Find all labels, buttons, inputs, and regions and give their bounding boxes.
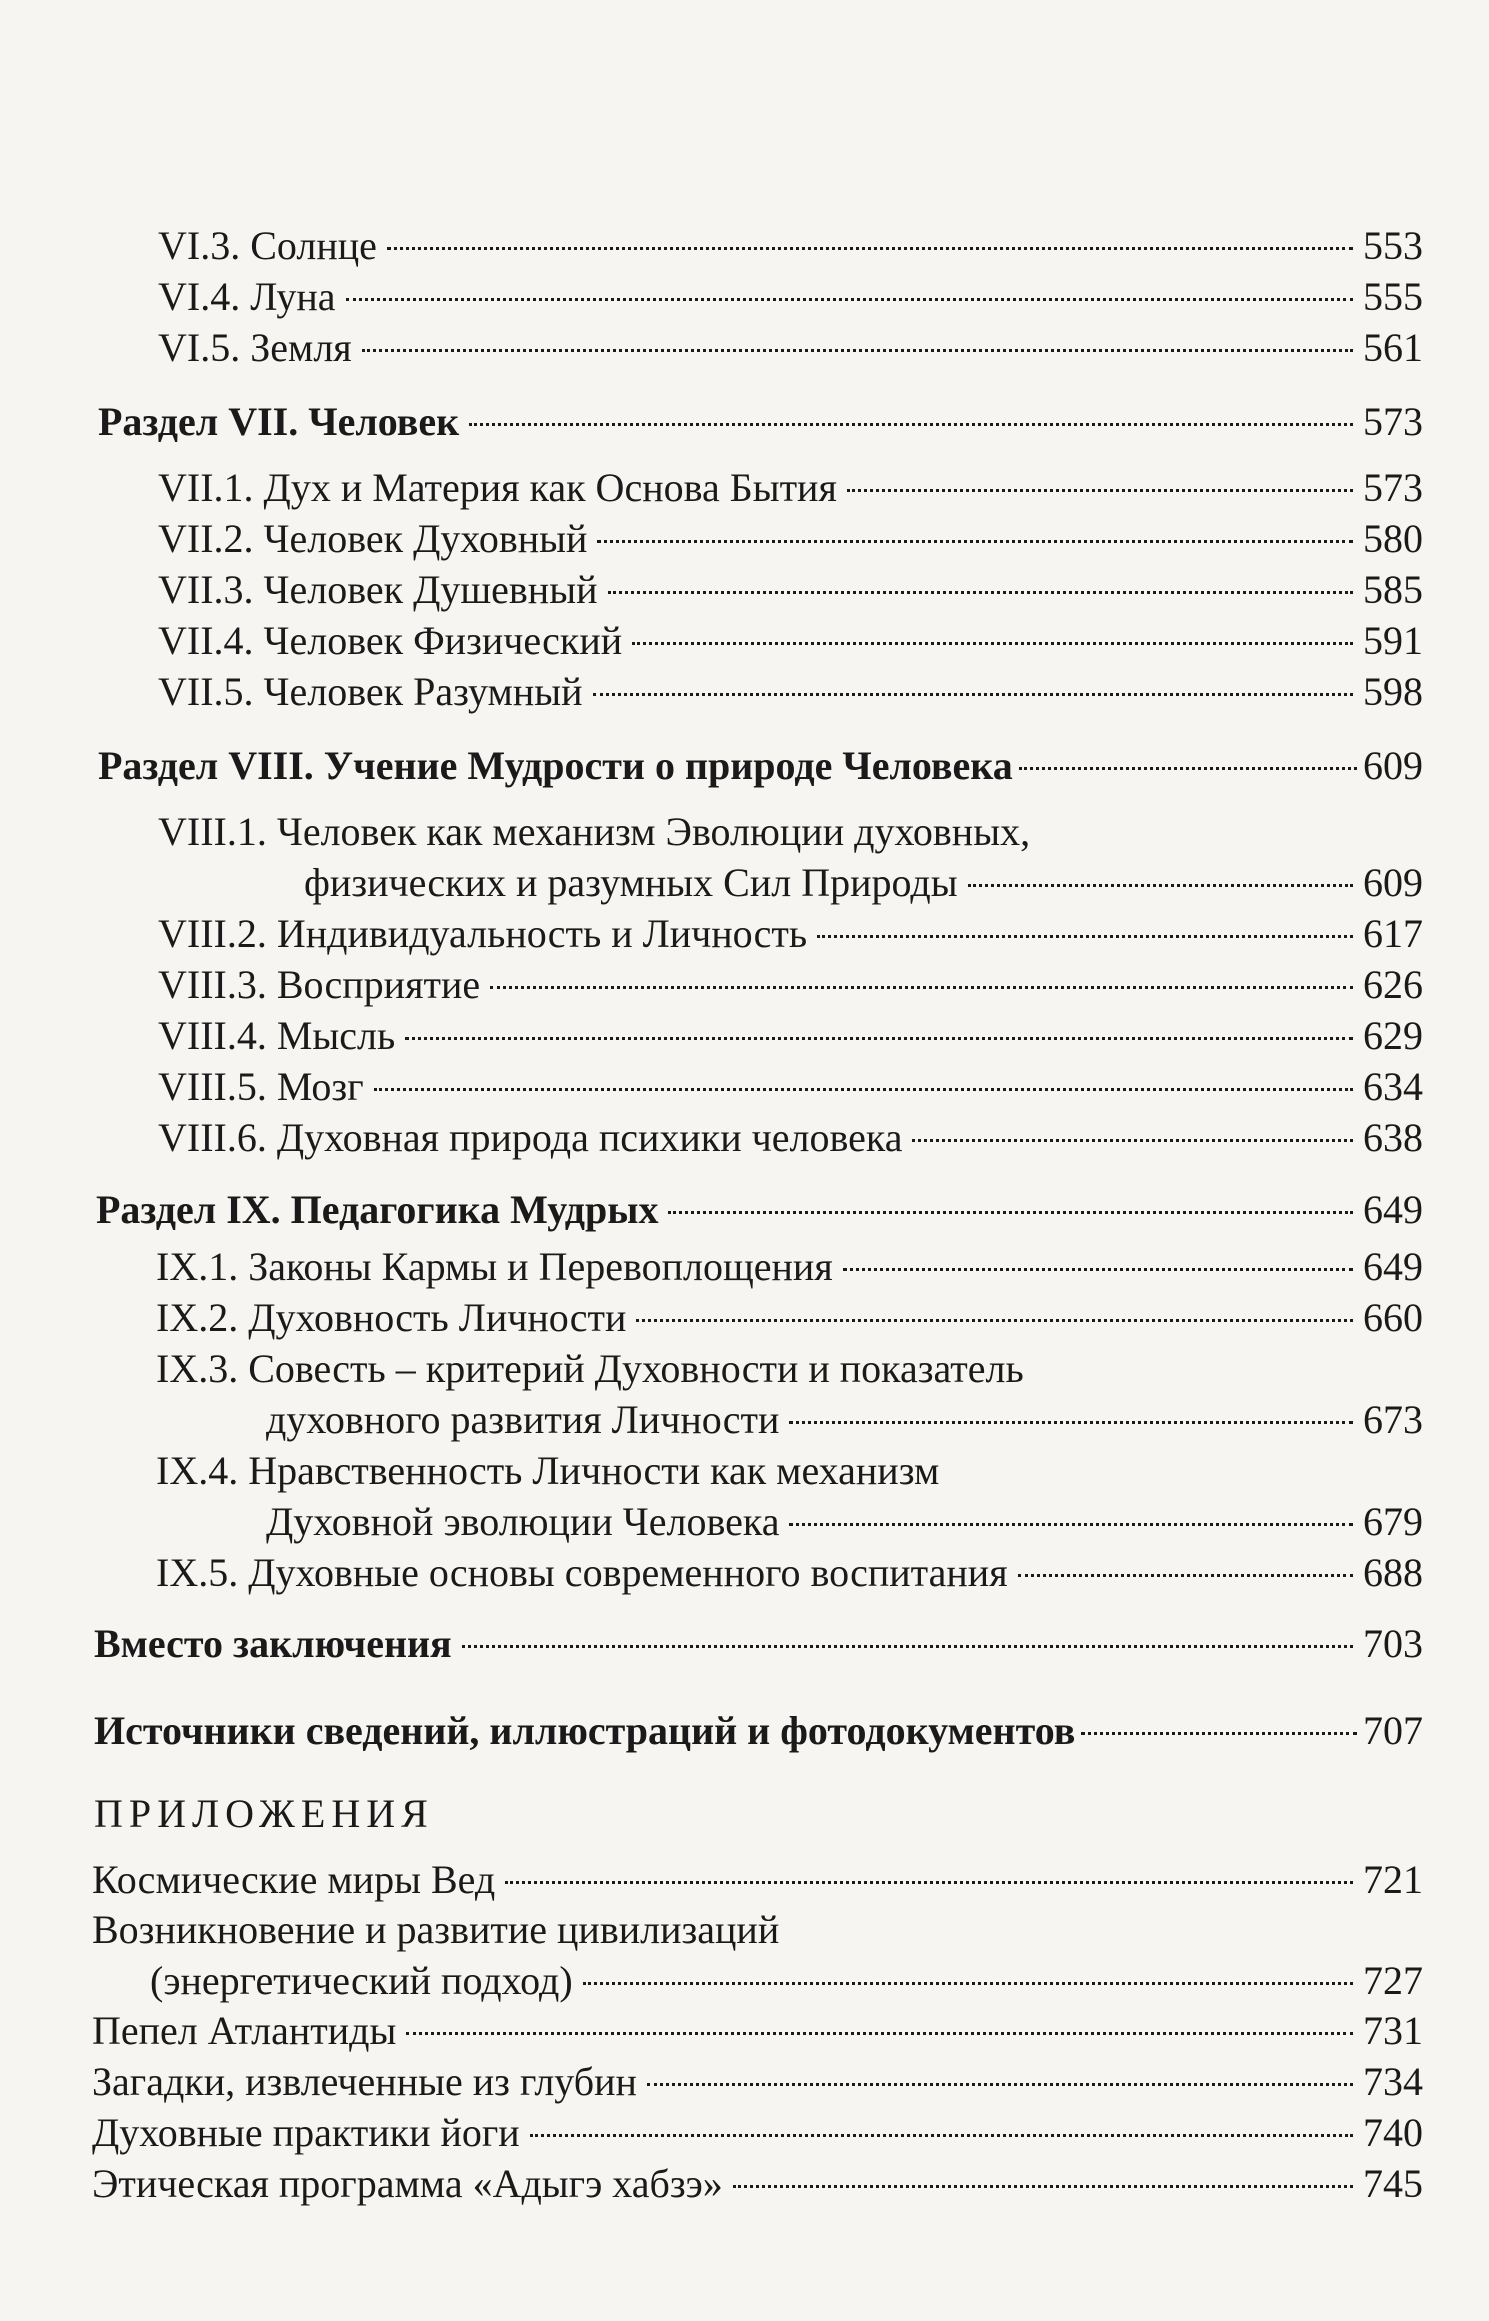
appendix-entry-title: Загадки, извлеченные из глубин [92, 2059, 637, 2104]
dot-leader [1018, 1574, 1353, 1577]
dot-leader [647, 2083, 1353, 2086]
toc-section-page: 573 [1363, 399, 1423, 444]
toc-entry [156, 1294, 1423, 1342]
toc-section [94, 1707, 1423, 1755]
dot-leader [462, 1645, 1353, 1648]
toc-entry [158, 617, 1423, 665]
toc-entry-title: VII.2. Человек Духовный [158, 516, 588, 561]
toc-entry-title-line1: IX.3. Совесть – критерий Духовности и показатель [156, 1346, 1024, 1391]
toc-entry-page: 688 [1363, 1550, 1423, 1595]
toc-entry [158, 566, 1423, 614]
dot-leader [632, 642, 1353, 645]
toc-entry-page: 573 [1363, 465, 1423, 510]
dot-leader [817, 935, 1353, 938]
toc-entry-title: VIII.4. Мысль [158, 1013, 396, 1058]
appendix-entry-page: 745 [1363, 2161, 1423, 2206]
toc-entry-title: Духовной эволюции Человека [266, 1499, 780, 1544]
dot-leader [597, 540, 1353, 543]
appendix-entry-title: (энергетический подход) [150, 1958, 573, 2003]
toc-entry-page: 598 [1363, 669, 1423, 714]
toc-entry-title: IX.2. Духовность Личности [156, 1295, 627, 1340]
appendix-entry-page: 721 [1363, 1857, 1423, 1902]
dot-leader [505, 1881, 1353, 1884]
appendix-entry [150, 1957, 1423, 2005]
dot-leader [608, 591, 1354, 594]
toc-entry-page: 591 [1363, 618, 1423, 663]
toc-entry-title: VI.5. Земля [158, 325, 352, 370]
toc-entry-title: физических и разумных Сил Природы [304, 860, 958, 905]
toc-entry [158, 273, 1423, 321]
toc-section-title: Раздел IX. Педагогика Мудрых [96, 1187, 659, 1232]
toc-entry-page: 649 [1363, 1244, 1423, 1289]
toc-entry-title: VII.3. Человек Душевный [158, 567, 598, 612]
toc-entry-title-line1: IX.4. Нравственность Личности как механизм [156, 1448, 940, 1493]
toc-entry-title: VI.4. Луна [158, 274, 336, 319]
dot-leader [469, 423, 1353, 426]
toc-section-title: Вместо заключения [94, 1621, 452, 1666]
toc-section [98, 742, 1423, 790]
toc-entry [158, 324, 1423, 372]
toc-entry-title: VIII.6. Духовная природа психики человека [158, 1115, 903, 1160]
toc-section [94, 1620, 1423, 1668]
toc-entry-title-line1: VIII.1. Человек как механизм Эволюции духовных, [158, 809, 1031, 854]
toc-entry [158, 464, 1423, 512]
toc-entry [158, 910, 1423, 958]
dot-leader [530, 2134, 1353, 2137]
toc-entry [158, 515, 1423, 563]
toc-section-page: 707 [1363, 1708, 1423, 1753]
appendix-entry-title: Пепел Атлантиды [92, 2008, 397, 2053]
toc-entry-title: VI.3. Солнце [158, 223, 377, 268]
toc-entry-page: 555 [1363, 274, 1423, 319]
toc-entry [304, 859, 1423, 907]
dot-leader [843, 1268, 1353, 1271]
appendix-entry-page: 734 [1363, 2059, 1423, 2104]
toc-entry-page: 561 [1363, 325, 1423, 370]
dot-leader [374, 1088, 1353, 1091]
dot-leader [668, 1211, 1353, 1214]
dot-leader [847, 489, 1353, 492]
toc-entry-title: VIII.2. Индивидуальность и Личность [158, 911, 808, 956]
toc-entry [156, 1549, 1423, 1597]
toc-entry [158, 222, 1423, 270]
toc-entry-page: 609 [1363, 860, 1423, 905]
dot-leader [406, 2032, 1353, 2035]
appendix-entry-title: Духовные практики йоги [92, 2110, 520, 2155]
toc-entry [266, 1396, 1423, 1444]
toc-section-page: 649 [1363, 1187, 1423, 1232]
dot-leader [362, 349, 1353, 352]
dot-leader [346, 298, 1354, 301]
dot-leader [636, 1319, 1353, 1322]
dot-leader [387, 247, 1353, 250]
toc-entry [158, 961, 1423, 1009]
toc-entry-page: 553 [1363, 223, 1423, 268]
appendix-entry [92, 2109, 1423, 2157]
appendix-entry [92, 2160, 1423, 2208]
toc-entry-title: VII.1. Дух и Материя как Основа Бытия [158, 465, 837, 510]
appendix-entry [92, 2058, 1423, 2106]
toc-entry-title: IX.5. Духовные основы современного воспитания [156, 1550, 1008, 1595]
toc-entry [158, 668, 1423, 716]
toc-section-page: 703 [1363, 1621, 1423, 1666]
appendix-entry-title: Космические миры Вед [92, 1857, 496, 1902]
appendix-entry-title-line1: Возникновение и развитие цивилизаций [92, 1907, 780, 1952]
toc-entry-page: 638 [1363, 1115, 1423, 1160]
dot-leader [593, 693, 1353, 696]
toc-entry-title: VII.4. Человек Физический [158, 618, 623, 663]
toc-entry [266, 1498, 1423, 1546]
dot-leader [583, 1982, 1353, 1985]
dot-leader [733, 2185, 1353, 2188]
toc-entry-page: 629 [1363, 1013, 1423, 1058]
toc-entry-page: 679 [1363, 1499, 1423, 1544]
toc-section [96, 1186, 1423, 1234]
dot-leader [968, 884, 1353, 887]
toc-entry-page: 634 [1363, 1064, 1423, 1109]
dot-leader [490, 986, 1353, 989]
dot-leader [789, 1523, 1353, 1526]
appendix-entry [92, 2007, 1423, 2055]
toc-section-page: 609 [1363, 743, 1423, 788]
dot-leader [405, 1037, 1353, 1040]
toc-entry-page: 626 [1363, 962, 1423, 1007]
toc-entry [158, 1012, 1423, 1060]
toc-entry-page: 580 [1363, 516, 1423, 561]
toc-section-title: Источники сведений, иллюстраций и фотодокументов [94, 1708, 1076, 1753]
toc-entry [158, 1114, 1423, 1162]
toc-entry-title: духовного развития Личности [266, 1397, 780, 1442]
dot-leader [789, 1421, 1353, 1424]
appendix-entry-page: 740 [1363, 2110, 1423, 2155]
toc-section-title: Раздел VII. Человек [98, 399, 460, 444]
appendix-heading: ПРИЛОЖЕНИЯ [94, 1791, 434, 1836]
toc-entry-title: IX.1. Законы Кармы и Перевоплощения [156, 1244, 833, 1289]
appendix-entry-title: Этическая программа «Адыгэ хабзэ» [92, 2161, 723, 2206]
dot-leader [1081, 1732, 1357, 1735]
toc-entry-page: 585 [1363, 567, 1423, 612]
toc-entry-page: 617 [1363, 911, 1423, 956]
appendix-entry-page: 731 [1363, 2008, 1423, 2053]
appendix-entry [92, 1856, 1423, 1904]
toc-entry [158, 1063, 1423, 1111]
toc-section [98, 398, 1423, 446]
toc-entry-page: 660 [1363, 1295, 1423, 1340]
toc-entry-title: VIII.5. Мозг [158, 1064, 364, 1109]
toc-section-title: Раздел VIII. Учение Мудрости о природе Человека [98, 743, 1013, 788]
toc-entry [156, 1243, 1423, 1291]
toc-entry-title: VII.5. Человек Разумный [158, 669, 583, 714]
dot-leader [1019, 767, 1357, 770]
toc-entry-title: VIII.3. Восприятие [158, 962, 481, 1007]
dot-leader [912, 1139, 1353, 1142]
toc-entry-page: 673 [1363, 1397, 1423, 1442]
appendix-entry-page: 727 [1363, 1958, 1423, 2003]
